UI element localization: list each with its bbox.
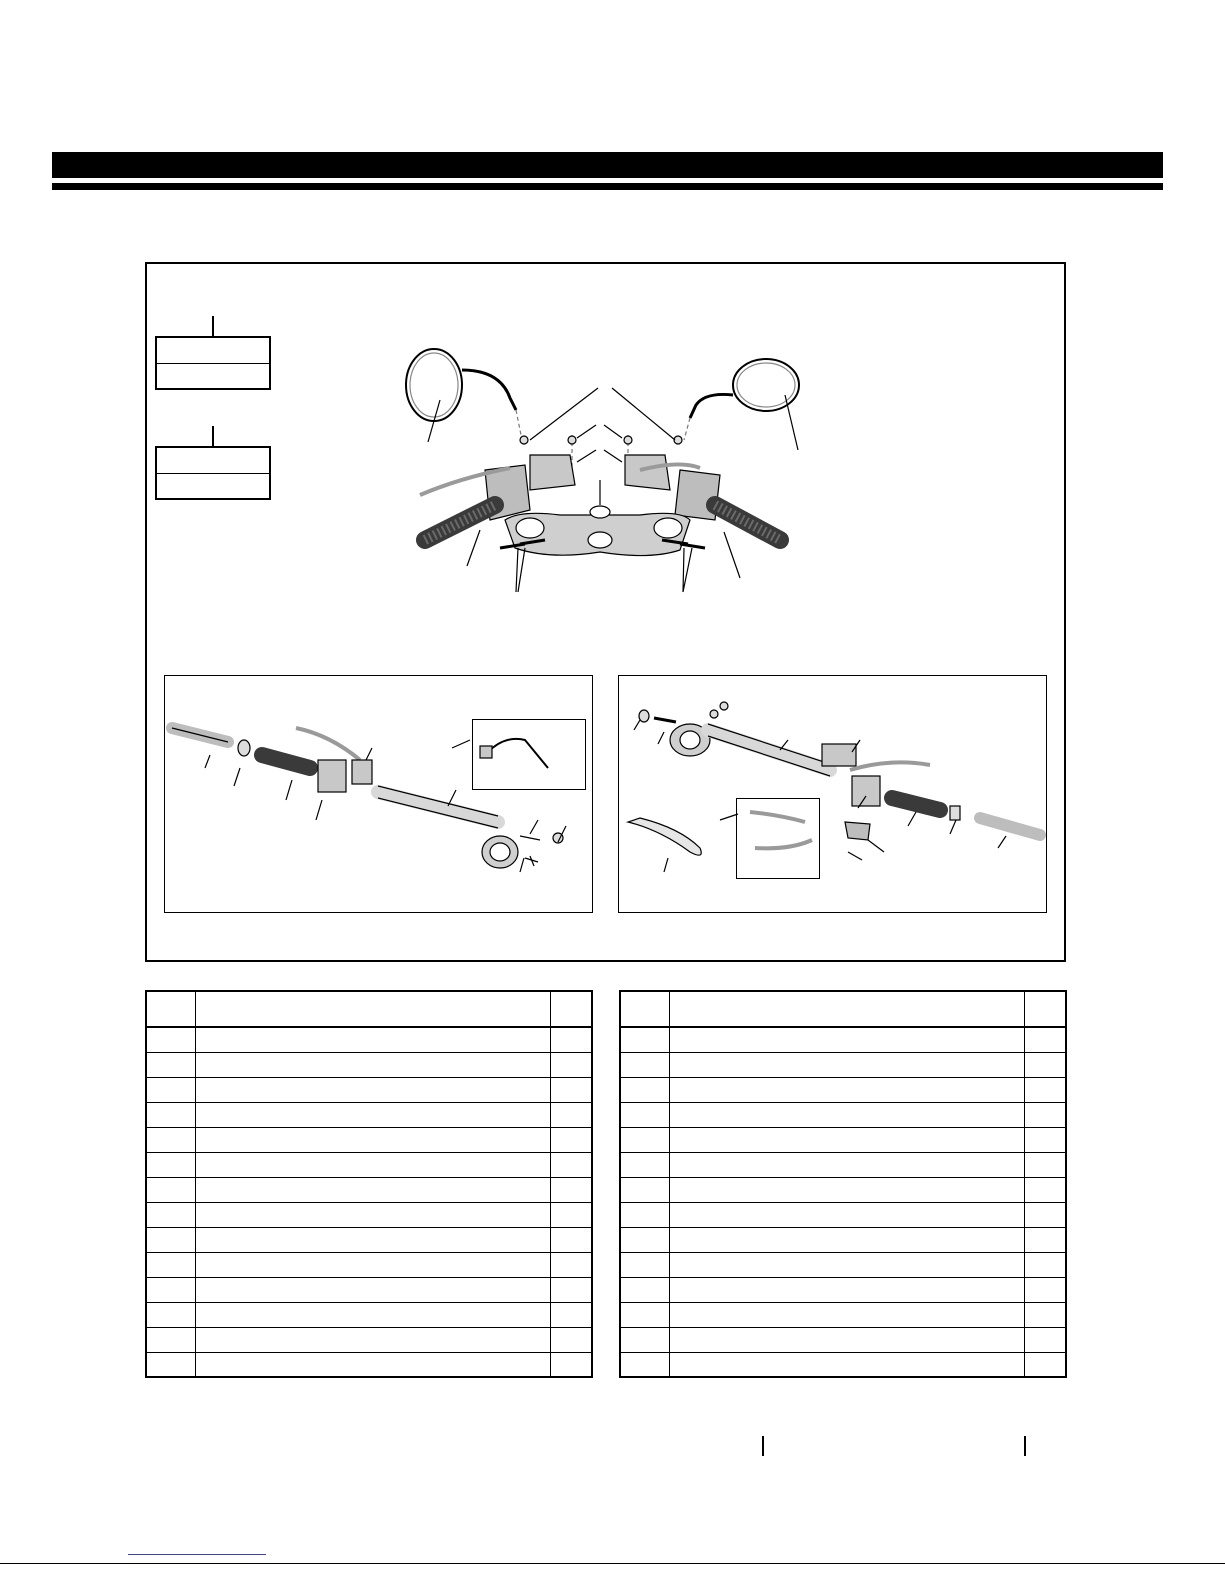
cell-description [195, 1027, 551, 1052]
cell-qty [551, 1327, 592, 1352]
cell-qty [1025, 1127, 1066, 1152]
cell-ref [620, 1277, 669, 1302]
cell-qty [551, 1202, 592, 1227]
table-row [620, 1102, 1066, 1127]
cell-qty [1025, 1027, 1066, 1052]
cell-ref [146, 1352, 195, 1377]
cell-description [669, 1077, 1025, 1102]
cell-description [195, 1152, 551, 1177]
table-row [620, 1352, 1066, 1377]
left-lever-small [296, 728, 360, 760]
inset-lever-a [750, 812, 805, 822]
table-row [146, 1102, 592, 1127]
parts-table-right-body [620, 1027, 1066, 1377]
cell-description [195, 1127, 551, 1152]
table-row [146, 1177, 592, 1202]
cell-ref [146, 1027, 195, 1052]
cell-description [195, 1102, 551, 1127]
left-switch-small [318, 760, 346, 792]
right-grip-small [892, 798, 940, 810]
cell-ref [620, 1202, 669, 1227]
cell-description [195, 1327, 551, 1352]
cell-qty [1025, 1252, 1066, 1277]
table-row [620, 1277, 1066, 1302]
cell-description [195, 1302, 551, 1327]
cell-ref [620, 1102, 669, 1127]
cell-qty [1025, 1152, 1066, 1177]
cell-ref [146, 1327, 195, 1352]
right-clamp [625, 455, 670, 490]
left-clamp [530, 455, 575, 490]
cell-description [669, 1052, 1025, 1077]
cell-ref [620, 1352, 669, 1377]
cell-qty [1025, 1227, 1066, 1252]
cell-description [669, 1177, 1025, 1202]
col-header-description [669, 991, 1025, 1027]
bracket [845, 822, 870, 840]
cell-description [195, 1177, 551, 1202]
table-row [620, 1252, 1066, 1277]
right-subassembly-art [628, 702, 1040, 872]
cell-qty [1025, 1102, 1066, 1127]
cell-ref [620, 1077, 669, 1102]
table-row [620, 1127, 1066, 1152]
cell-description [669, 1302, 1025, 1327]
top-assembly [406, 349, 799, 592]
table-row [146, 1152, 592, 1177]
table-row [620, 1177, 1066, 1202]
cell-ref [620, 1027, 669, 1052]
cell-qty [1025, 1277, 1066, 1302]
footer-link[interactable] [128, 1554, 266, 1555]
cell-description [669, 1027, 1025, 1052]
table-row [620, 1152, 1066, 1177]
cell-qty [1025, 1202, 1066, 1227]
cell-ref [620, 1327, 669, 1352]
cell-ref [620, 1152, 669, 1177]
cell-qty [551, 1352, 592, 1377]
parts-table-right [619, 990, 1067, 1378]
cell-qty [551, 1152, 592, 1177]
cell-description [669, 1252, 1025, 1277]
switch-cable [488, 739, 548, 768]
cell-ref [620, 1052, 669, 1077]
parts-table-left-body [146, 1027, 592, 1377]
right-bar-end-weight [980, 818, 1040, 835]
cell-ref [146, 1252, 195, 1277]
cell-qty [1025, 1052, 1066, 1077]
right-lever-small [850, 762, 930, 770]
cell-ref [146, 1127, 195, 1152]
left-handlebar-tube [378, 792, 498, 822]
left-mirror [406, 349, 462, 421]
table-row [146, 1327, 592, 1352]
table-row [146, 1202, 592, 1227]
cell-qty [551, 1227, 592, 1252]
cell-description [669, 1327, 1025, 1352]
cell-ref [620, 1227, 669, 1252]
cell-qty [551, 1277, 592, 1302]
cell-description [669, 1352, 1025, 1377]
table-row [620, 1077, 1066, 1102]
cell-ref [146, 1052, 195, 1077]
cell-ref [146, 1102, 195, 1127]
cell-ref [620, 1302, 669, 1327]
table-row [146, 1077, 592, 1102]
inset-lever-b [755, 840, 812, 848]
table-row [146, 1227, 592, 1252]
table-row [620, 1302, 1066, 1327]
col-header-qty [1025, 991, 1066, 1027]
cell-ref [620, 1177, 669, 1202]
cell-description [669, 1277, 1025, 1302]
cell-description [195, 1227, 551, 1252]
right-handlebar-tube [708, 730, 830, 770]
cell-qty [1025, 1302, 1066, 1327]
cell-qty [551, 1027, 592, 1052]
table-row [146, 1352, 592, 1377]
cell-qty [551, 1252, 592, 1277]
cell-description [195, 1052, 551, 1077]
cell-ref [146, 1152, 195, 1177]
cell-ref [620, 1252, 669, 1277]
cell-description [669, 1102, 1025, 1127]
cell-qty [1025, 1077, 1066, 1102]
cell-ref [620, 1127, 669, 1152]
table-row [146, 1302, 592, 1327]
cell-description [669, 1227, 1025, 1252]
col-header-ref [146, 991, 195, 1027]
table-row [146, 1252, 592, 1277]
cell-ref [146, 1227, 195, 1252]
table-row [620, 1052, 1066, 1077]
right-master-cylinder [822, 744, 856, 766]
col-header-qty [551, 991, 592, 1027]
left-subassembly-art [172, 728, 566, 872]
footer-divider-2 [1024, 1436, 1026, 1456]
cell-qty [551, 1177, 592, 1202]
parts-table-left [145, 990, 593, 1378]
cell-qty [1025, 1352, 1066, 1377]
cell-qty [551, 1052, 592, 1077]
table-row [146, 1277, 592, 1302]
col-header-description [195, 991, 551, 1027]
left-grip-small [262, 755, 310, 768]
table-row [620, 1327, 1066, 1352]
cell-description [195, 1352, 551, 1377]
cell-description [669, 1202, 1025, 1227]
cell-qty [1025, 1327, 1066, 1352]
cell-description [195, 1252, 551, 1277]
cell-ref [146, 1077, 195, 1102]
cell-qty [551, 1302, 592, 1327]
cell-qty [1025, 1177, 1066, 1202]
right-mirror-stem [690, 394, 733, 418]
table-row [620, 1227, 1066, 1252]
right-mirror [733, 359, 799, 411]
cell-ref [146, 1302, 195, 1327]
cell-qty [551, 1077, 592, 1102]
table-row [620, 1027, 1066, 1052]
footer-divider-1 [762, 1436, 764, 1456]
spare-lever [628, 818, 701, 855]
cell-qty [551, 1102, 592, 1127]
page-bottom-rule [0, 1563, 1225, 1564]
cell-ref [146, 1177, 195, 1202]
left-mirror-stem [462, 370, 516, 410]
cell-description [195, 1077, 551, 1102]
table-row [146, 1027, 592, 1052]
cell-ref [146, 1202, 195, 1227]
table-row [146, 1052, 592, 1077]
col-header-ref [620, 991, 669, 1027]
cell-description [195, 1277, 551, 1302]
cell-qty [551, 1127, 592, 1152]
cell-ref [146, 1277, 195, 1302]
table-row [620, 1202, 1066, 1227]
cell-description [669, 1152, 1025, 1177]
table-row [146, 1127, 592, 1152]
cell-description [195, 1202, 551, 1227]
cell-description [669, 1127, 1025, 1152]
